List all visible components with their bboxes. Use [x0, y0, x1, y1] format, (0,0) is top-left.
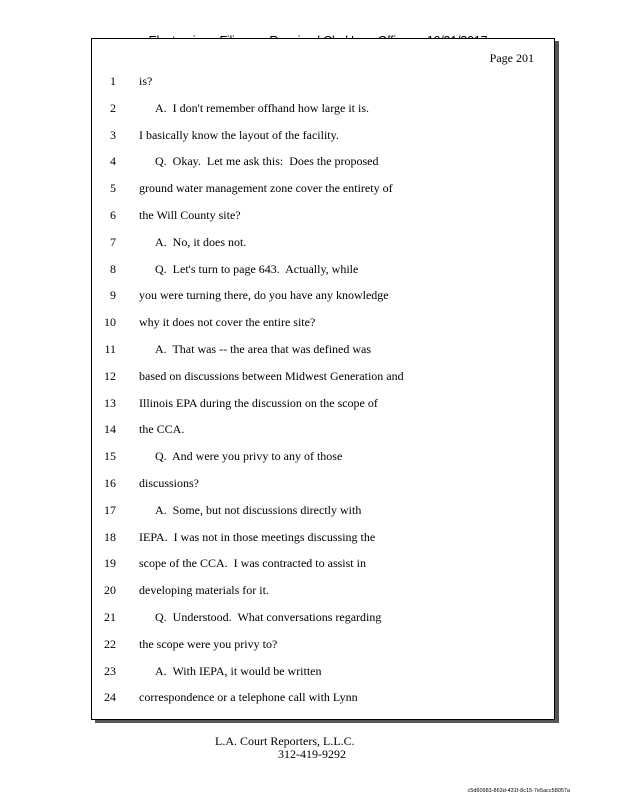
- line-number: 14: [104, 422, 116, 437]
- line-number: 1: [110, 74, 116, 88]
- transcript-line: [92, 475, 554, 502]
- line-number: 23: [104, 663, 116, 678]
- transcript-line: [92, 368, 554, 395]
- line-text: A. No, it does not.: [155, 234, 247, 249]
- line-number: 20: [104, 583, 116, 598]
- transcript-line: [92, 689, 554, 716]
- transcript-line: [92, 663, 554, 690]
- line-number: 6: [110, 207, 116, 222]
- transcript-line: [92, 448, 554, 475]
- transcript-line: [92, 314, 554, 341]
- line-number: 3: [110, 127, 116, 142]
- document-id: c5d60983-863d-431f-8c15-7e5acc58057a: [467, 788, 570, 794]
- transcript-line: [92, 341, 554, 368]
- line-text: Q. Okay. Let me ask this: Does the proposed: [155, 154, 379, 169]
- transcript-line: [92, 609, 554, 636]
- transcript-line: [92, 153, 554, 180]
- line-text: correspondence or a telephone call with Lynn: [139, 690, 358, 705]
- line-text: A. That was -- the area that was defined was: [155, 341, 372, 356]
- transcript-line: [92, 100, 554, 127]
- line-number: 18: [104, 529, 116, 544]
- line-text: why it does not cover the entire site?: [139, 315, 316, 330]
- line-number: 8: [110, 261, 116, 276]
- line-text: ground water management zone cover the entirety of: [139, 181, 393, 196]
- court-reporter-phone: 312-419-9292: [278, 747, 346, 761]
- line-number: 10: [104, 315, 116, 330]
- transcript-line: [92, 261, 554, 288]
- line-text: you were turning there, do you have any knowledge: [139, 288, 389, 303]
- transcript-line: [92, 73, 554, 100]
- line-number: 17: [104, 502, 116, 517]
- line-text: A. Some, but not discussions directly with: [155, 502, 362, 517]
- transcript-line: [92, 555, 554, 582]
- line-text: the CCA.: [139, 422, 185, 437]
- line-number: 16: [104, 475, 116, 490]
- transcript-line: [92, 287, 554, 314]
- transcript-line: [92, 127, 554, 154]
- line-number: 21: [104, 609, 116, 624]
- transcript-line: [92, 502, 554, 529]
- line-number: 5: [110, 181, 116, 196]
- line-text: is?: [139, 74, 153, 88]
- transcript-line: [92, 636, 554, 663]
- line-text: I basically know the layout of the facility.: [139, 127, 339, 142]
- line-number: 9: [110, 288, 116, 303]
- line-text: A. I don't remember offhand how large it is.: [155, 100, 370, 115]
- transcript-line: [92, 180, 554, 207]
- line-text: discussions?: [139, 475, 199, 490]
- line-text: Illinois EPA during the discussion on the scope of: [139, 395, 378, 410]
- line-text: the scope were you privy to?: [139, 636, 278, 651]
- line-text: IEPA. I was not in those meetings discussing the: [139, 529, 376, 544]
- transcript-line: [92, 395, 554, 422]
- line-text: Q. And were you privy to any of those: [155, 449, 343, 464]
- page-number: Page 201: [489, 51, 534, 65]
- line-number: 15: [104, 449, 116, 464]
- line-text: A. With IEPA, it would be written: [155, 663, 322, 678]
- line-number: 7: [110, 234, 116, 249]
- line-number: 2: [110, 100, 116, 115]
- line-text: developing materials for it.: [139, 583, 269, 598]
- line-number: 13: [104, 395, 116, 410]
- line-number: 19: [104, 556, 116, 571]
- transcript-line: [92, 582, 554, 609]
- line-number: 11: [104, 341, 116, 356]
- transcript-line: [92, 529, 554, 556]
- line-number: 22: [104, 636, 116, 651]
- line-text: Q. Understood. What conversations regarding: [155, 609, 382, 624]
- court-reporter-name: L.A. Court Reporters, L.L.C.: [215, 734, 355, 748]
- transcript-page-frame: [91, 38, 555, 720]
- transcript-lines: [92, 73, 554, 716]
- transcript-line: [92, 234, 554, 261]
- line-text: Q. Let's turn to page 643. Actually, while: [155, 261, 359, 276]
- transcript-line: [92, 207, 554, 234]
- line-number: 4: [110, 154, 116, 169]
- line-number: 12: [104, 368, 116, 383]
- line-text: based on discussions between Midwest Generation and: [139, 368, 404, 383]
- line-text: the Will County site?: [139, 207, 241, 222]
- line-number: 24: [104, 690, 116, 705]
- transcript-line: [92, 421, 554, 448]
- line-text: scope of the CCA. I was contracted to assist in: [139, 556, 366, 571]
